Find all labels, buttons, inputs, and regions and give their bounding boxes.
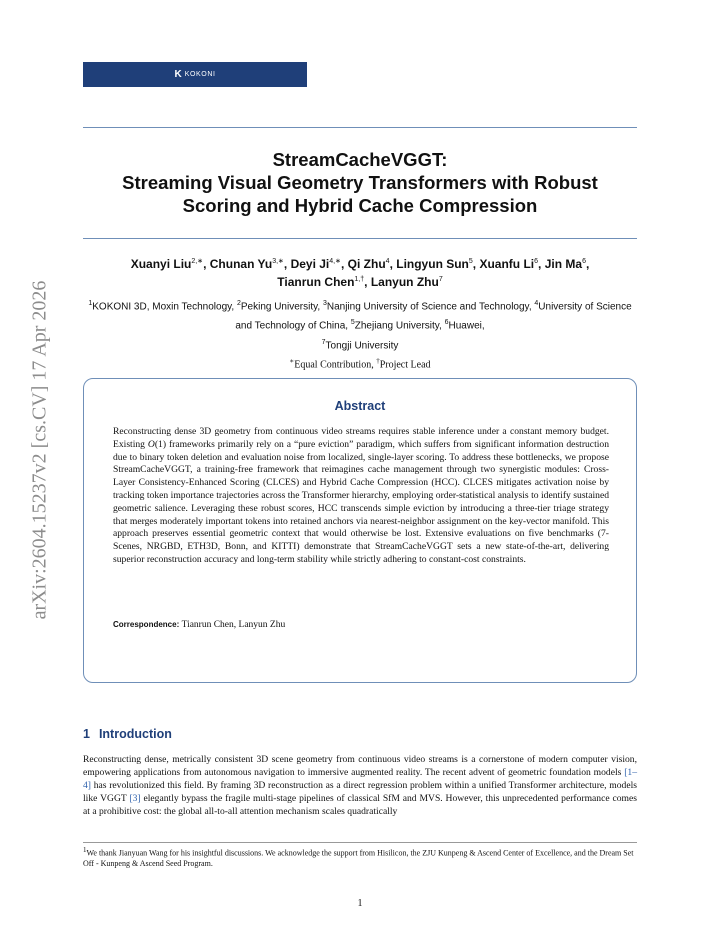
affiliation: Tongji University (325, 339, 399, 351)
title-line-3: Scoring and Hybrid Cache Compression (182, 195, 538, 216)
affil-mark: 4 (534, 300, 539, 307)
complexity-argument: (1) (154, 438, 167, 450)
footnote-mark: 1 (83, 846, 87, 854)
equal-mark: ∗ (289, 357, 295, 365)
intro-text: elegantly bypass the fragile multi-stage pipelines of classical SfM and MVS. However, this unprecedented performance comes at a prohibitive cost: the global all-to-all attention mechanism scales quadratically (83, 792, 637, 817)
affiliation: Huawei (448, 320, 482, 332)
complexity-symbol: O (147, 438, 155, 450)
section-heading-introduction (83, 727, 172, 741)
intro-text: Reconstructing dense, metrically consistent 3D scene geometry from continuous video streams is a cornerstone of modern computer vision, empowering applications from autonomous navigation to immersive augmented reality. The recent advent of geometric foundation models (83, 754, 637, 778)
title-rule (83, 238, 637, 239)
affil-mark: 5 (350, 319, 355, 327)
lead-mark: † (376, 357, 380, 365)
title-line-1: StreamCacheVGGT: (272, 149, 448, 170)
footnote-text: We thank Jianyuan Wang for his insightful discussions. We acknowledge the support from Hisilicon, the ZJU Kunpeng & Ascend Center of Excellence, and the Dream Set Off - Kunpeng & Ascend Seed Program. (83, 848, 634, 869)
affil-mark: 7 (321, 338, 326, 346)
author-name: Deyi Ji (290, 257, 330, 271)
citation-link[interactable]: [1–4] (83, 766, 637, 791)
author-affil-mark: 4,∗ (329, 258, 341, 265)
correspondence-names: Tianrun Chen, Lanyun Zhu (181, 620, 286, 630)
affiliation: Nanjing University of Science and Technology (326, 301, 529, 313)
author-affil-mark: 6 (582, 258, 586, 265)
affil-mark: 3 (322, 300, 327, 307)
author-affil-mark: 2,∗ (191, 258, 204, 265)
title-line-2: Streaming Visual Geometry Transformers with Robust (122, 172, 598, 193)
author-affil-mark: 4 (385, 258, 390, 265)
abstract-box (83, 378, 637, 683)
author-name: Jin Ma (544, 257, 583, 271)
author-affil-mark: 1,† (354, 276, 365, 283)
author-name: Tianrun Chen (277, 275, 355, 289)
author-affil-mark: 7 (438, 276, 443, 283)
author-affil-mark: 5 (468, 258, 473, 265)
affiliation: Peking University (240, 301, 318, 313)
abstract-heading: Abstract (334, 399, 386, 413)
intro-text: has revolutionized this field. By framing 3D reconstruction as a direct regression problem within a unified Transformer architecture, models like VGGT (83, 779, 637, 804)
author-name: Lingyun Sun (396, 257, 469, 271)
author-affil-mark: 6 (534, 258, 539, 265)
page-number: 1 (357, 898, 363, 909)
abstract-body (113, 426, 609, 567)
introduction-paragraph (83, 754, 637, 819)
project-lead-text: Project Lead (379, 359, 431, 371)
citation-link[interactable]: [3] (129, 792, 141, 804)
author-affil-mark: 3,∗ (272, 258, 284, 265)
correspondence-label: Correspondence: (113, 620, 180, 629)
abstract-text-part: frameworks primarily rely on a “pure eviction” paradigm, which suffers from significant information destruction due to binary token deletion and evaluation noise from localized, single-layer scoring. To address these bottlenecks, we propose StreamCacheVGGT, a training-free framework that reimagines cache management through two synergistic modules: Cross-Layer Consistency-Enhanced Scoring (CLCES) and Hybrid Cache Compression (HCC). CLCES mitigates activation noise by tracking token importance trajectories across the Transformer hierarchy, employing order-statistical analysis to identify sustained geometric salience. Leveraging these robust scores, HCC transcends simple eviction by introducing a three-tier triage strategy that merges moderately important tokens into retained anchors via nearest-neighbor assignment on the key-vector manifold. This approach preserves essential geometric context that would otherwise be lost. Extensive evaluations on five benchmarks (7-Scenes, NRGBD, ETH3D, Bonn, and KITTI) demonstrate that StreamCacheVGGT sets a new state-of-the-art, delivering superior reconstruction accuracy and long-term stability while strictly adhering to constant-cost constraints. (113, 438, 609, 565)
affiliation: University of Science and Technology of China (235, 301, 632, 332)
kokoni-logo-banner (83, 62, 307, 87)
author-name: Chunan Yu (209, 257, 273, 271)
kokoni-logo-text: KOKONI (184, 71, 216, 78)
author-list: Xuanyi Liu$^{2,∗}$, Chunan $Yu^{3,∗}$, Deyi $Ji^{4,∗}$, Qi Zhu$^4$, Lingyun Sun$^5$, Xuanfu Li$^6$, Jin Ma$^6$, Tianrun Chen$^{1,\dagger}$, Lanyun Zhu$^7$ (130, 257, 590, 289)
arxiv-identifier[interactable]: arXiv:2604.15237v2 [cs.CV] 17 Apr 2026 (28, 280, 51, 620)
affiliation: Zhejiang University (354, 320, 440, 332)
affiliation-list: $^1$KOKONI 3D, Moxin Technology, $^2$Peking University, $^3$Nanjing University of Science and Technology, $^4$University of Science and Technology of China, $^5$Zhejiang University, $^6$Huawei, $^7$Tongji University (88, 300, 632, 351)
affil-mark: 1 (88, 300, 93, 307)
author-name: Lanyun Zhu (370, 275, 439, 289)
author-name: Xuanfu Li (479, 257, 535, 271)
affiliation: KOKONI 3D, Moxin Technology (92, 301, 232, 313)
abstract-text-part: Reconstructing dense 3D geometry from continuous video streams requires stable inference under a constant memory budget. Existing (113, 426, 609, 450)
header-rule (83, 127, 637, 128)
contribution-note (83, 357, 637, 370)
author-name: Qi Zhu (347, 257, 386, 271)
correspondence (113, 620, 285, 630)
acknowledgement-footnote (83, 845, 637, 870)
equal-contribution-text: Equal Contribution, (294, 359, 374, 371)
affil-mark: 6 (444, 319, 449, 327)
section-number: 1 (83, 727, 90, 741)
paper-title (83, 148, 637, 217)
author-name: Xuanyi Liu (130, 257, 192, 271)
footnote-rule (83, 842, 637, 843)
section-title: Introduction (98, 727, 172, 741)
kokoni-logo-mark: K (174, 69, 182, 80)
affil-mark: 2 (236, 300, 241, 307)
